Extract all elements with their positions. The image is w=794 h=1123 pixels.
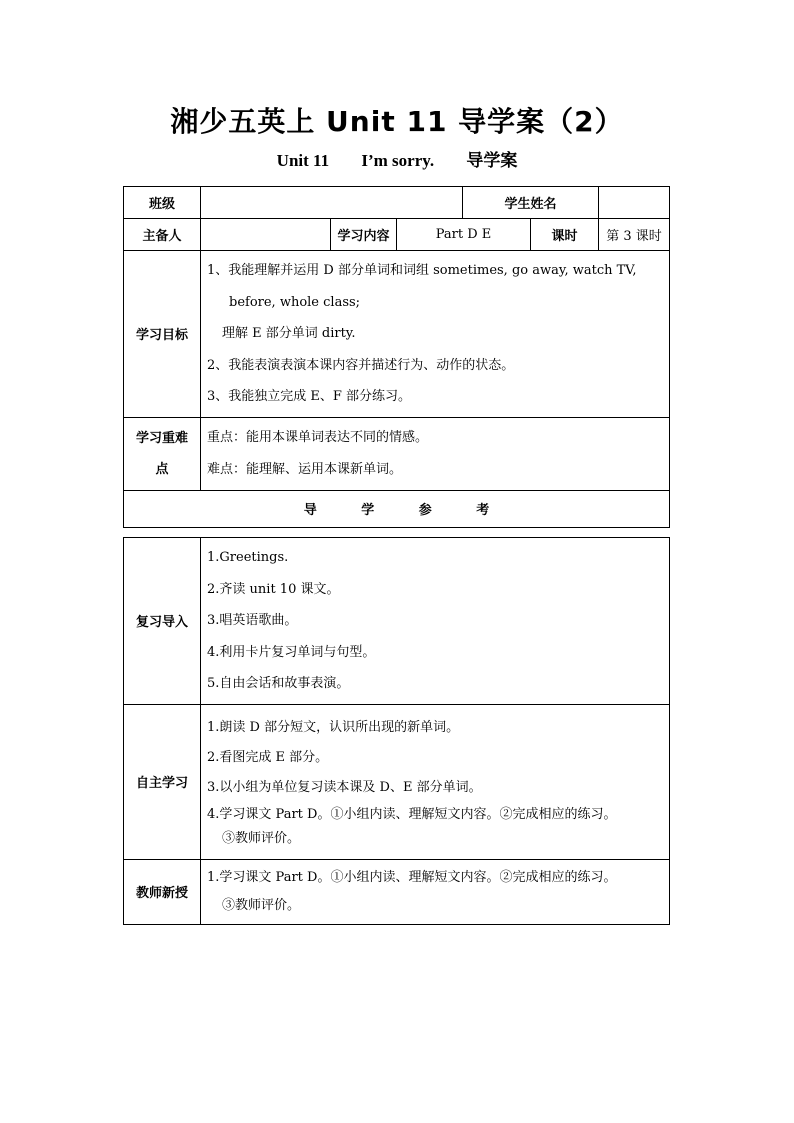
- student-name-field[interactable]: [599, 187, 670, 219]
- review-line: 2.齐读 unit 10 课文。: [207, 581, 340, 597]
- review-line: 5.自由会话和故事表演。: [207, 676, 350, 691]
- guide-table: [123, 537, 670, 925]
- goal-line: 理解 E 部分单词 dirty.: [222, 326, 356, 341]
- subtitle-lesson: I’m sorry.: [361, 151, 435, 170]
- self-study-line: 3.以小组为单位复习读本课及 D、E 部分单词。: [207, 779, 482, 795]
- key-points-label-line: 点: [155, 461, 169, 477]
- self-study-line: 4.学习课文 Part D。①小组内读、理解短文内容。②完成相应的练习。: [207, 806, 617, 822]
- period-value: 第 3 课时: [599, 219, 670, 251]
- key-point-line: 重点：能用本课单词表达不同的情感。: [207, 430, 429, 445]
- content-label: 学习内容: [331, 219, 397, 251]
- page-title: 湘少五英上 Unit 11 导学案（2）: [170, 105, 624, 138]
- key-points-label-line: 学习重难: [135, 430, 188, 446]
- content-value: Part D E: [397, 219, 531, 251]
- subtitle-unit: Unit 11: [276, 151, 330, 170]
- preparer-label: 主备人: [124, 219, 201, 251]
- teacher-label: 教师新授: [124, 859, 201, 924]
- self-study-line: 2.看图完成 E 部分。: [207, 749, 329, 765]
- goal-line: 2、我能表演表演本课内容并描述行为、动作的状态。: [207, 357, 515, 373]
- goal-line: 1、我能理解并运用 D 部分单词和词组 sometimes, go away, watch TV,: [207, 263, 637, 278]
- review-line: 4.利用卡片复习单词与句型。: [207, 644, 376, 660]
- review-content: [201, 538, 670, 705]
- info-table: [123, 186, 670, 528]
- page-subtitle: [0, 146, 794, 171]
- teacher-content: [201, 859, 670, 924]
- review-line: 3.唱英语歌曲。: [207, 613, 298, 628]
- period-label: 课时: [531, 219, 599, 251]
- student-name-label: 学生姓名: [463, 187, 599, 219]
- class-label: 班级: [124, 187, 201, 219]
- key-points-content: [201, 417, 670, 490]
- goal-line: before, whole class;: [229, 294, 361, 310]
- goals-content: [201, 251, 670, 418]
- key-points-label: [124, 417, 201, 490]
- class-field[interactable]: [201, 187, 463, 219]
- review-label: 复习导入: [124, 538, 201, 705]
- self-study-line: ③教师评价。: [222, 830, 301, 846]
- teacher-line: ③教师评价。: [222, 897, 301, 913]
- goal-line: 3、我能独立完成 E、F 部分练习。: [207, 389, 412, 404]
- self-study-content: [201, 704, 670, 859]
- self-study-line: 1.朗读 D 部分短文，认识所出现的新单词。: [207, 719, 460, 735]
- key-point-line: 难点：能理解、运用本课新单词。: [207, 461, 403, 477]
- self-study-label: 自主学习: [124, 704, 201, 859]
- goals-label: 学习目标: [124, 251, 201, 418]
- guide-header: 导 学 参 考: [124, 490, 670, 527]
- teacher-line: 1.学习课文 Part D。①小组内读、理解短文内容。②完成相应的练习。: [207, 869, 617, 885]
- subtitle-tail: 导学案: [466, 151, 518, 170]
- preparer-field[interactable]: [201, 219, 331, 251]
- review-line: 1.Greetings.: [207, 550, 289, 565]
